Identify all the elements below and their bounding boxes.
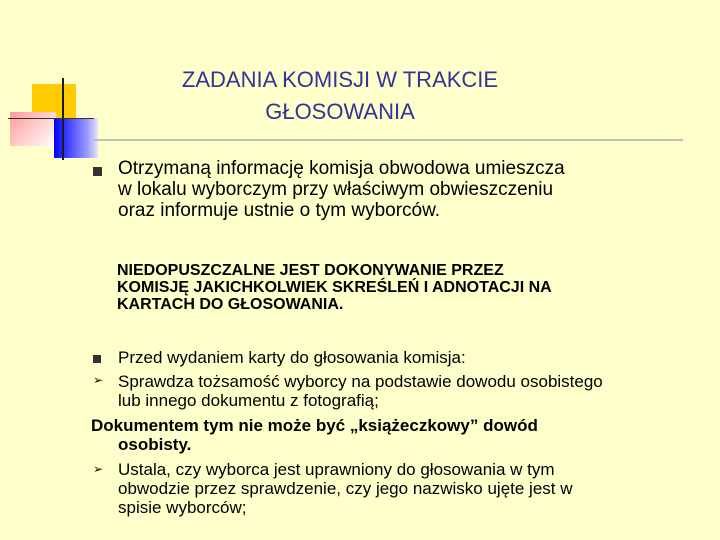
bullet-text-2: Przed wydaniem karty do głosowania komisja:: [118, 348, 466, 367]
decor-short-line: [8, 118, 94, 119]
subitem-1: [118, 372, 708, 410]
note-line: Dokumentem tym nie może być „książeczkowy” dowód: [91, 416, 538, 435]
title-line-1: ZADANIA KOMISJI W TRAKCIE: [181, 67, 499, 92]
title-line-2: GŁOSOWANIA: [265, 99, 415, 124]
subitem1-line: Sprawdza tożsamość wyborcy na podstawie dowodu osobistego: [118, 372, 603, 391]
bullet1-line: oraz informuje ustnie o tym wyborców.: [118, 200, 441, 221]
subitem-2: [118, 460, 708, 517]
arrow-bullet-icon: ➢: [93, 373, 104, 387]
warning-line: KARTACH DO GŁOSOWANIA.: [117, 296, 344, 313]
warning-line: KOMISJĘ JAKICHKOLWIEK SKREŚLEŃ I ADNOTACJI NA: [117, 279, 552, 296]
subitem1-line: lub innego dokumentu z fotografią;: [118, 391, 379, 410]
slide-title: [140, 64, 540, 128]
decor-blue-square: [54, 118, 98, 158]
title-divider: [93, 139, 683, 141]
subitem2-line: obwodzie przez sprawdzenie, czy jego nazwisko ujęte jest w: [118, 479, 573, 498]
subitem2-line: Ustala, czy wyborca jest uprawniony do głosowania w tym: [118, 460, 555, 479]
bullet1-line: Otrzymaną informację komisja obwodowa umieszcza: [118, 158, 565, 179]
square-bullet-icon: [93, 355, 101, 363]
decor-vertical-line: [62, 78, 64, 160]
note-line: osobisty.: [118, 435, 192, 454]
square-bullet-icon: [93, 167, 102, 176]
bullet1-line: w lokalu wyborczym przy właściwym obwieszczeniu: [118, 179, 554, 200]
bullet-text-1: [118, 158, 698, 221]
warning-line: NIEDOPUSZCZALNE JEST DOKONYWANIE PRZEZ: [117, 262, 504, 279]
document-note: [91, 416, 691, 454]
warning-text: [117, 262, 697, 313]
subitem2-line: spisie wyborców;: [118, 498, 247, 517]
arrow-bullet-icon: ➢: [93, 462, 104, 476]
